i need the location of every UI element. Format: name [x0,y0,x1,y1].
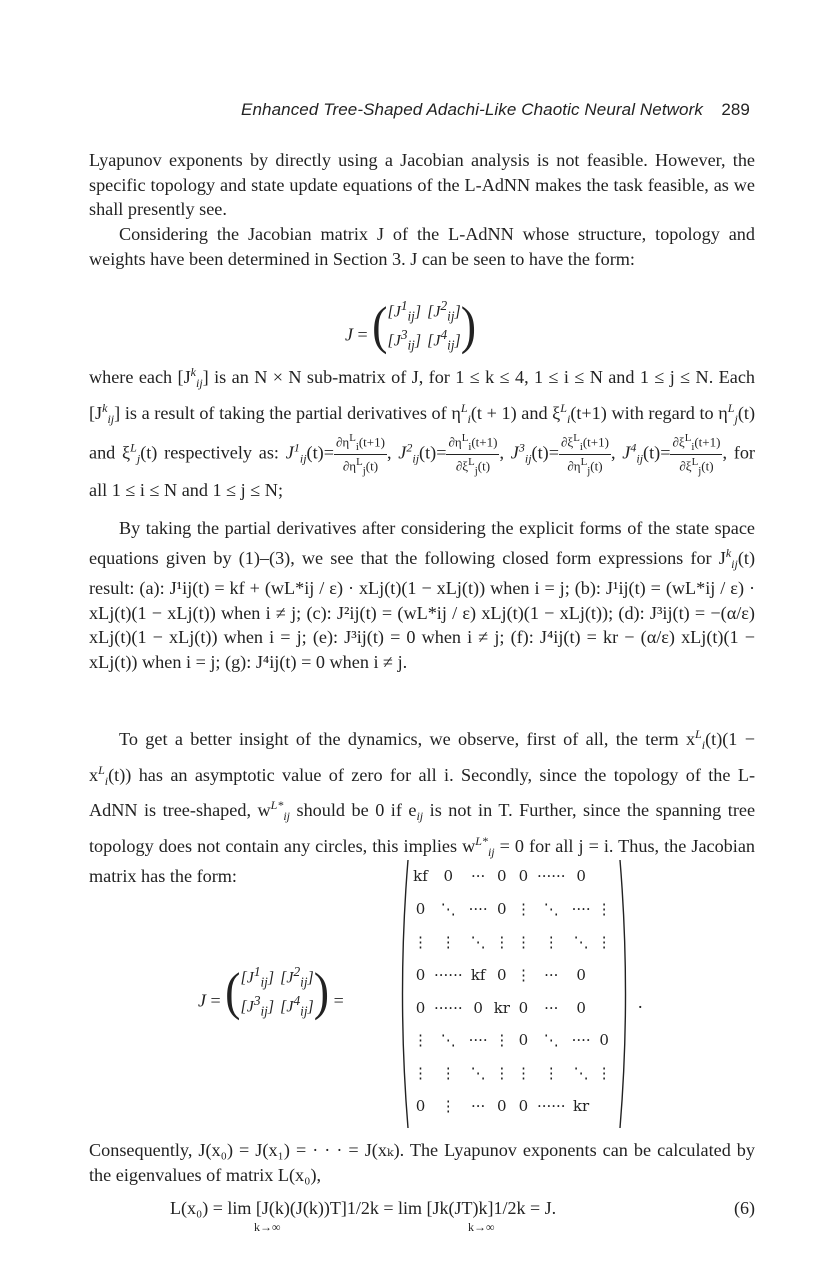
matrix-cell: ⋱ [440,900,456,919]
matrix-cell: ⋱ [470,932,486,951]
matrix-cell: ··· [544,998,559,1017]
matrix-cell: kr [572,1096,590,1115]
p3-e: (t+1) with regard to η [570,402,728,423]
running-title: Enhanced Tree-Shaped Adachi-Like Chaotic Neural Network [241,100,703,119]
p5-b: x [685,729,696,749]
p3-b: ] is an N × N sub-matrix of J, for 1 ≤ k ≤ 4, 1 ≤ i ≤ N and 1 ≤ j ≤ N. Each [J [89,367,755,423]
matrix-cell: kf [470,965,486,984]
p3-c: ] is a result of taking the partial derivatives of η [114,402,461,423]
p4-d: (d): J³ij(t) = −(α/ε) xLj(t)(1 − xLj(t)) when i = j; [89,602,755,648]
matrix-cell: ⋱ [543,900,559,919]
matrix-cell: 0 [518,867,529,886]
paragraph-1-text: Lyapunov exponents by directly using a Jacobian analysis is not feasible. However, the specific topology and state update equations of the L-AdNN makes the task feasible, as we shall presently see. [89,150,755,220]
equation-lhs: L(x₀) = lim [170,1198,252,1218]
matrix-cell: ⋮ [515,932,531,951]
p4-b: (b): J¹ij(t) = (wL*ij / ε) · xLj(t)(1 − xLj(t)) when i ≠ j; [89,578,756,623]
paragraph-5: To get a better insight of the dynamics, we observe, first of all, the term $x^L_i(t)(1 - x^L_i(t))$ has an asymptotic value of zero for all i. Secondly, since the topology of the L-AdNN is tree-shaped, $w^{L*}_{ij}$ should be 0 if $e_{ij}$ is not in T. Further, since the spanning tree topology does not contain any circles, this implies $w^{L*}_{ij} = 0$ for all j = i. Thus, the Jacobian matrix has the form: [89,727,756,887]
block-matrix-equation: J = ( $[J^1_{ij}]$ $[J^2_{ij}]$ $[J^3_{ij}]$ $[J^4_{ij}]$ ) [345,295,477,355]
p3-d: (t + 1) and ξ [470,402,561,423]
matrix-cell: ⋮ [596,932,612,951]
p4-result: (t) result: [89,547,755,599]
matrix-cell: ······ [434,998,463,1017]
left-paren [396,858,410,1130]
p5-g: = 0 for all j = i. Thus, the Jacobian matrix has the form: [89,835,755,887]
matrix-table [410,860,615,1122]
right-paren [618,858,632,1130]
matrix-cell: kr [493,998,510,1017]
p4-f: (f): J⁴ij(t) = kr − (α/ε) xLj(t)(1 − xLj(t)) when i = j; [89,627,755,672]
limit-subscript-1: k→∞ [254,1220,281,1234]
matrix-cell: ⋮ [413,932,428,951]
matrix-cell: 0 [576,965,586,984]
matrix-cell: ······ [536,867,566,886]
p3-h: , for all 1 ≤ i ≤ N and 1 ≤ j ≤ N; [89,442,755,501]
p4-intro: By taking the partial derivatives after considering the explicit forms of the state space equations given by (1)–(3), we see that the following closed form expressions for J [89,518,755,568]
p5-c: (t)(1 − x [89,729,755,785]
matrix-period: . [638,992,643,1012]
matrix-cell: ⋮ [515,900,531,919]
matrix-cell: ··· [470,867,486,886]
paragraph-4: By taking the partial derivatives after considering the explicit forms of the state space equations given by (1)–(3), we see that the following closed form expressions for $J^k_{ij}(t)$ result: (a): J¹ij(t) = kf + (wL*ij / ε) · xLj(t)(1 − xLj(t)) when i = j; (b): J¹ij(t) = (wL*ij / ε) · xLj(t)(1 − xLj(t)) when i ≠ j; (c): J²ij(t) = (wL*ij / ε) xLj(t)(1 − xLj(t)); (d): J³ij(t) = −(α/ε) xLj(t)(1 − xLj(t)) when i = j; (e): J³ij(t) = 0 when i ≠ j; (f): J⁴ij(t) = kr − (α/ε) xLj(t)(1 − xLj(t)) when i = j; (g): J⁴ij(t) = 0 when i ≠ j. [89,518,756,672]
p4-e: (e): J³ij(t) = 0 when i ≠ j; [312,627,505,648]
matrix-cell: ···· [571,1031,591,1050]
matrix-cell: 0 [497,1096,507,1115]
matrix-cell: ⋮ [494,1064,510,1083]
matrix-cell: ⋮ [413,1031,428,1050]
matrix-cell: ⋱ [543,1031,559,1050]
matrix-cell: ··· [470,1096,486,1115]
limit-subscript-2: k→∞ [468,1220,495,1234]
jacobian-block-form: J = ( $[J^1_{ij}]$ $[J^2_{ij}]$ $[J^3_{ij}]$ $[J^4_{ij}]$ ) = [198,961,344,1021]
matrix-cell: ⋮ [596,1064,612,1083]
p5-f: is not in T. Further, since the spanning tree topology does not contain any circles, this implies w [89,800,756,856]
equation-6 [170,1198,755,1234]
matrix-cell: 0 [415,998,426,1017]
matrix-cell: ······ [536,1096,566,1115]
paragraph-1 [89,148,755,222]
paragraph-3: where each $[J^k_{ij}]$ is an N × N sub-matrix of J, for 1 ≤ k ≤ 4, 1 ≤ i ≤ N and 1 ≤ j ≤ N. Each $[J^k_{ij}]$ is a result of taking the partial derivatives of $\eta^L_i(t + 1)$ and $\xi^L_i(t+1)$ with regard to $\eta^L_j(t)$ and $\xi^L_j(t)$ respectively as: $J^1_{ij}(t)=$ $\frac{\partial\eta^L_i(t+1)}{\partial\eta^L_j(t)}$ , $J^2_{ij}(t)=$ $\frac{\partial\eta^L_i(t+1)}{\partial\xi^L_j(t)}$ , $J^3_{ij}(t)=$ $\frac{\partial\xi^L_i(t+1)}{\partial\eta^L_j(t)}$ , $J^4_{ij}(t)=$ $\frac{\partial\xi^L_i(t+1)}{\partial\xi^L_j(t)}$ , for all 1 ≤ i ≤ N and 1 ≤ j ≤ N; [89,365,755,501]
matrix-row [410,1090,615,1123]
matrix-cell: ⋱ [440,1031,456,1050]
p4-g: (g): J⁴ij(t) = 0 when i ≠ j. [225,651,408,672]
matrix-cell: 0 [415,965,426,984]
matrix-cell: 0 [415,900,426,919]
matrix-cell: ⋮ [543,1064,559,1083]
matrix-row [410,958,615,991]
matrix-cell: 0 [518,1031,529,1050]
matrix-cell: ⋮ [440,1096,456,1115]
matrix-cell: 0 [497,900,507,919]
matrix-cell: 0 [497,965,507,984]
equation-number: (6) [734,1198,755,1218]
matrix-cell: 0 [415,1096,426,1115]
matrix-cell: 0 [576,998,586,1017]
p5-a: To get a better insight of the dynamics, we observe, first of all, the term [119,729,679,749]
matrix-cell: ⋮ [543,932,559,951]
matrix-cell: ⋮ [440,932,456,951]
matrix-cell: ⋮ [515,1064,531,1083]
matrix-cell: kf [413,867,428,886]
matrix-cell: ⋱ [573,932,589,951]
matrix-cell: ⋮ [494,1031,510,1050]
matrix-row [410,991,615,1024]
matrix-cell: ⋱ [573,1064,589,1083]
matrix-cell: 0 [576,867,586,886]
matrix-cell: ⋱ [470,1064,486,1083]
page-number: 289 [721,100,750,119]
matrix-cell: ··· [544,965,559,984]
matrix-cell: 0 [518,998,529,1017]
matrix-cell: ···· [571,900,591,919]
p3-a: where each [J [89,367,191,387]
matrix-cell: 0 [518,1096,529,1115]
matrix-row [410,860,615,893]
matrix-row [410,926,615,959]
matrix-cell: ···· [468,900,488,919]
paragraph-6-text: Consequently, J(x₀) = J(x₁) = · · · = J(xₖ). The Lyapunov exponents can be calculated by the eigenvalues of matrix L(x₀), [89,1140,755,1185]
p4-a: (a): J¹ij(t) = kf + (wL*ij / ε) · xLj(t)(1 − xLj(t)) when i = j; [139,578,570,599]
matrix-cell: 0 [473,998,483,1017]
p3-g: (t) respectively as: [140,442,279,463]
p4-c: (c): J²ij(t) = (wL*ij / ε) xLj(t)(1 − xLj(t)); [306,602,614,623]
matrix-cell: ⋮ [515,965,531,984]
matrix-row [410,893,615,926]
paragraph-6 [89,1138,755,1187]
matrix-cell: ⋮ [413,1064,428,1083]
matrix-cell: 0 [497,867,507,886]
matrix-cell: ···· [468,1031,488,1050]
matrix-row [410,1057,615,1090]
matrix-cell: ······ [434,965,463,984]
matrix-cell: ⋮ [494,932,510,951]
equation-middle: [J(k)(J(k))T]1/2k = lim [Jk(JT)k]1/2k = J. [255,1198,557,1218]
paragraph-2-text: Considering the Jacobian matrix J of the L-AdNN whose structure, topology and weights have been determined in Section 3. J can be seen to have the form: [89,224,755,269]
p5-e: should be 0 if e [296,800,417,821]
running-head [88,100,750,120]
jacobian-matrix [396,858,632,1130]
matrix-cell: 0 [599,1031,609,1050]
matrix-cell: ⋮ [440,1064,456,1083]
matrix-cell: ⋮ [596,900,612,919]
matrix-cell: 0 [443,867,454,886]
matrix-row [410,1024,615,1057]
paragraph-2 [89,222,755,271]
p3-f: (t) and ξ [89,402,755,463]
p5-d: (t)) has an asymptotic value of zero for all i. Secondly, since the topology of the L-AdNN is tree-shaped, w [89,764,755,821]
